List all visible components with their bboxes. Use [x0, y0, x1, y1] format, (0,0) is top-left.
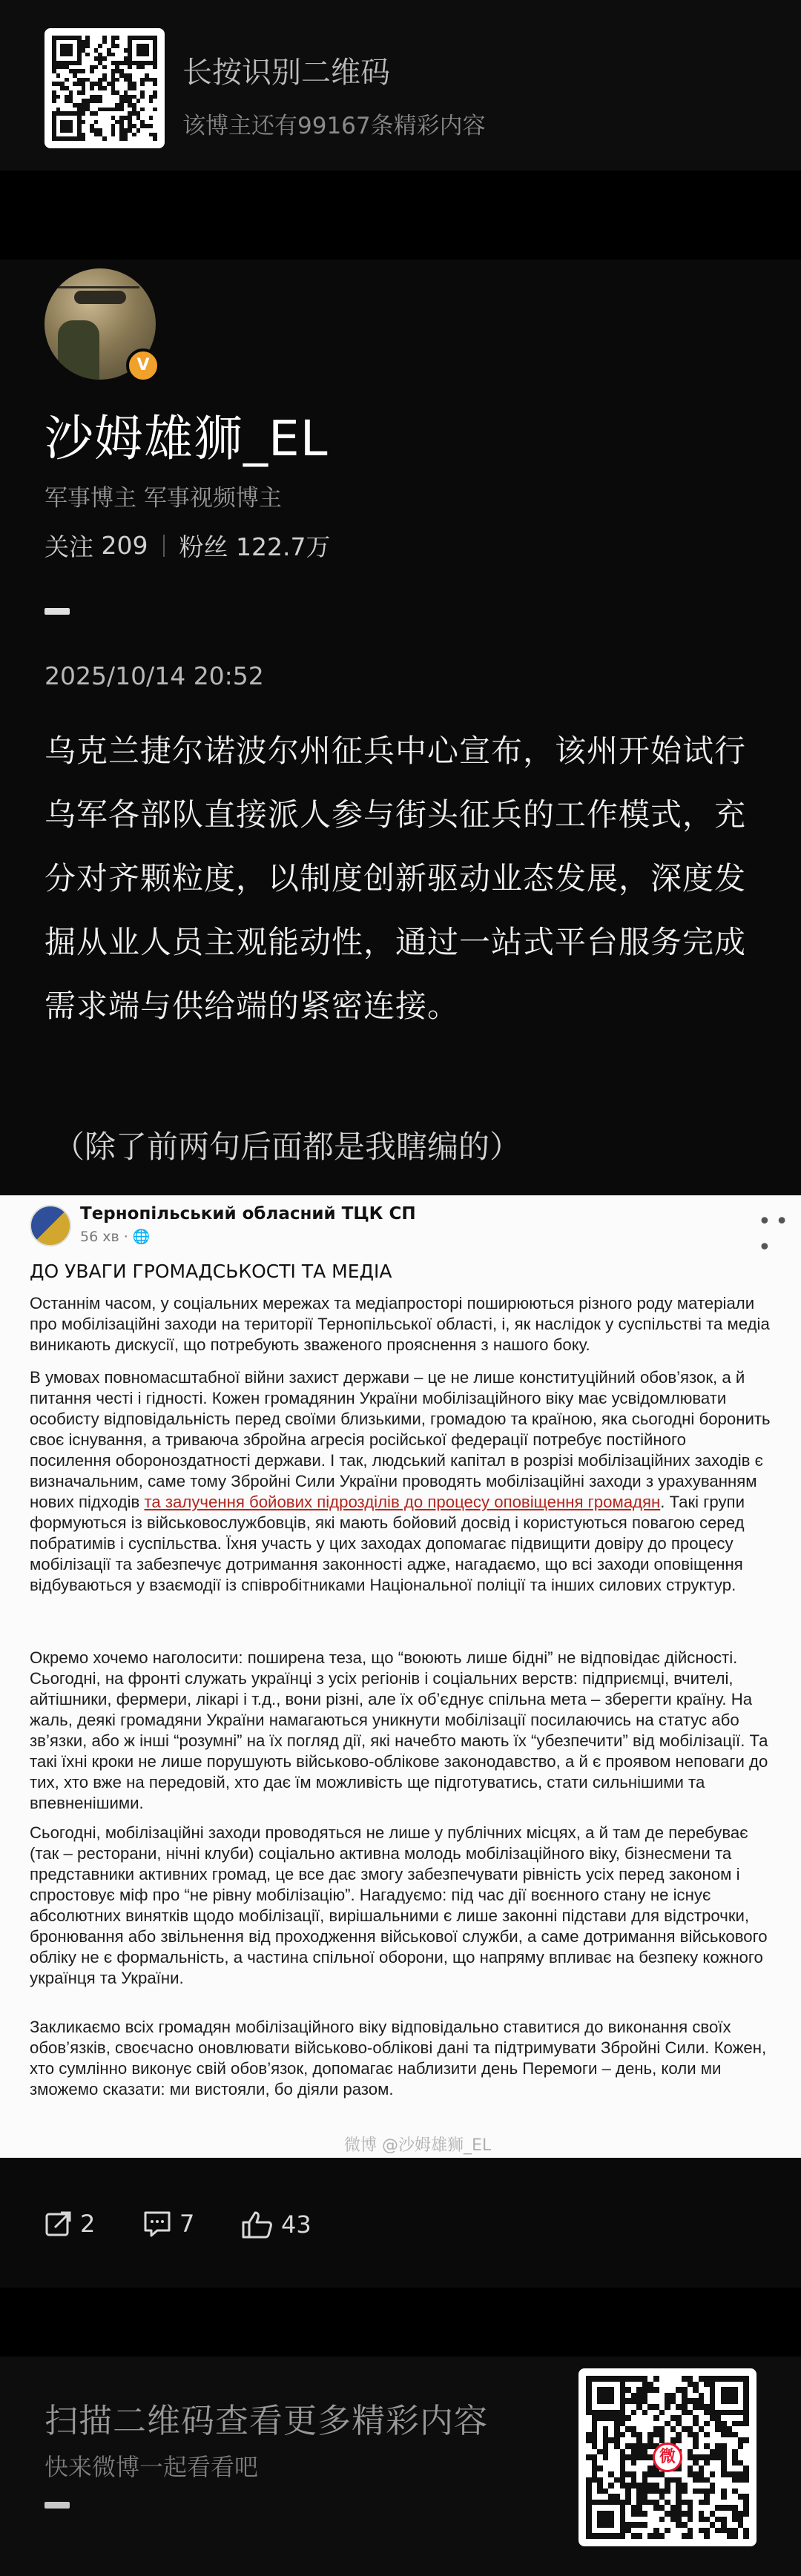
comment-button[interactable] [142, 2210, 194, 2238]
bottom-banner-subtitle: 快来微博一起看看吧 [44, 2453, 259, 2481]
highlighted-text: та залучення бойових підрозділів до процесу оповіщення громадян [144, 1493, 661, 1511]
top-banner-title: 长按识别二维码 [182, 56, 390, 90]
page-name: Тернопільський обласний ТЦК СП [80, 1204, 416, 1223]
following-label: 关注 [44, 532, 93, 561]
post-timestamp: 2025/10/14 20:52 [44, 661, 264, 690]
watermark: 微博 @沙姆雄狮_EL [344, 2136, 492, 2155]
username[interactable]: 沙姆雄狮_EL [44, 410, 329, 467]
top-banner-subtitle: 该博主还有99167条精彩内容 [182, 113, 486, 139]
followers-label: 粉丝 [179, 532, 228, 561]
following-count[interactable]: 209 [101, 531, 148, 560]
like-icon [241, 2210, 274, 2239]
verified-icon: V [126, 349, 160, 383]
paragraph-text: . Такі групи формуються із військовослужбовців, які мають бойовий досвід і користуються повагою серед побратимів і суспільства. Їхня участь у цих заходах допомагає підвищити довіру до процесу мобілізації та забезпечує дотримання законності адже, нагадаємо, що всі заходи оповіщення відбуваються у взаємодії із співробітниками Національної поліції та інших силових структур. [30, 1493, 745, 1594]
stats-divider [163, 535, 165, 557]
page-avatar [30, 1205, 71, 1246]
divider [0, 2288, 801, 2357]
repost-button[interactable] [44, 2210, 95, 2238]
post-meta: 56 хв · 🌐 [80, 1229, 151, 1245]
embedded-paragraph: Окремо хочемо наголосити: поширена теза, що “воюють лише бідні” не відповідає дійсності. Сьогодні, на фронті служать українці з усіх регіонів і соціальних верств: підприємці, вчителі, айтішники, фермери, лікарі і т.д., вони різні, але їх об’єднує спільна мета – зберегти країну. На жаль, деякі громадяни України намагаються уникнути мобілізації посилаючись на статус або зв’язки, або ж інші “розумні” на їх погляд дії, які начебто мають їх “убезпечити” від мобілізації. Та такі їхні кроки не лише порушують військово-облікове законодавство, а й є проявом неповаги до тих, хто вже на передовій, хто дає їм можливість ще підготуватись, стати сильнішими та впевненішими. [30, 1648, 768, 1812]
post-note: （除了前两句后面都是我瞎编的） [53, 1129, 521, 1165]
weibo-logo-icon: 微 [653, 2443, 682, 2472]
divider [0, 171, 801, 260]
embedded-paragraph [30, 1367, 771, 1596]
embedded-paragraph: Сьогодні, мобілізаційні заходи проводяться не лише у публічних місцях, а й там де перебуває (так – ресторани, нічні клуби) соціально активна молодь мобілізаційного віку, бізнесмени та представники активних громад, це все дає змогу забезпечувати рівність усіх перед законом і спростовує міф про “не рівну мобілізацію”. Нагадуємо: під час дії воєнного стану не існує абсолютних винятків щодо мобілізації, вирішальними є лише законні підстави для відстрочки, бронювання або звільнення від проходження військової служби, а саме дотримання військового обліку не є формальність, а частина спільної оборони, що напряму впливає на безпеку кожного українця та України. [30, 1823, 768, 1987]
like-count: 43 [281, 2210, 312, 2239]
divider-mark [44, 2502, 70, 2509]
like-button[interactable] [241, 2210, 312, 2239]
more-icon: • • • [758, 1209, 787, 1261]
repost-icon [44, 2210, 73, 2238]
qr-code-icon[interactable] [44, 28, 165, 148]
paragraph-text: В умовах повномасштабної війни захист держави – це не лише конституційний обов’язок, а й питання честі і гідності. Кожен громадянин України мобілізаційного віку має усвідомлювати особисту відповідальність перед своїми близькими, громадою та країною, яка сьогодні боронить своє існування, а триваюча збройна агресія російської федерації потребує постійного посилення обороноздатності держави. І так, людський капітал в розрізі мобілізаційних заходів є визначальним, саме тому Збройні Сили України проводять мобілізаційні заходи з урахуванням нових підходів [30, 1368, 771, 1511]
embedded-paragraph: Останнім часом, у соціальних мережах та медіапросторі поширюються різного роду матеріали про мобілізаційні заходи на території Тернопільської області, і, як наслідок у суспільстві та медіа виникають дискусії, що потребують зваженого прояснення з нашого боку. [30, 1294, 770, 1354]
embedded-heading: ДО УВАГИ ГРОМАДСЬКОСТІ ТА МЕДІА [30, 1261, 392, 1282]
qr-code-icon[interactable] [578, 2368, 756, 2546]
user-tags: 军事博主 军事视频博主 [44, 485, 282, 512]
comment-count: 7 [179, 2210, 195, 2238]
repost-count: 2 [80, 2210, 96, 2238]
post-text: 乌克兰捷尔诺波尔州征兵中心宣布，该州开始试行乌军各部队直接派人参与街头征兵的工作模式，充分对齐颗粒度，以制度创新驱动业态发展，深度发掘从业人员主观能动性，通过一站式平台服务完成需求端与供给端的紧密连接。 [44, 733, 747, 1024]
comment-icon [142, 2210, 172, 2238]
followers-count[interactable]: 122.7万 [236, 532, 331, 561]
divider-mark [44, 608, 70, 615]
bottom-banner-title: 扫描二维码查看更多精彩内容 [44, 2401, 489, 2440]
user-stats [44, 528, 330, 563]
embedded-paragraph: Закликаємо всіх громадян мобілізаційного віку відповідально ставитися до виконання своїх обов’язків, своєчасно оновлювати військово-облікові дані та підтримувати Збройні Сили. Кожен, хто сумлінно виконує свій обов’язок, допомагає наблизити день Перемоги – день, коли ми зможемо сказати: ми вистояли, бо діяли разом. [30, 2018, 767, 2098]
action-bar [0, 2158, 801, 2288]
